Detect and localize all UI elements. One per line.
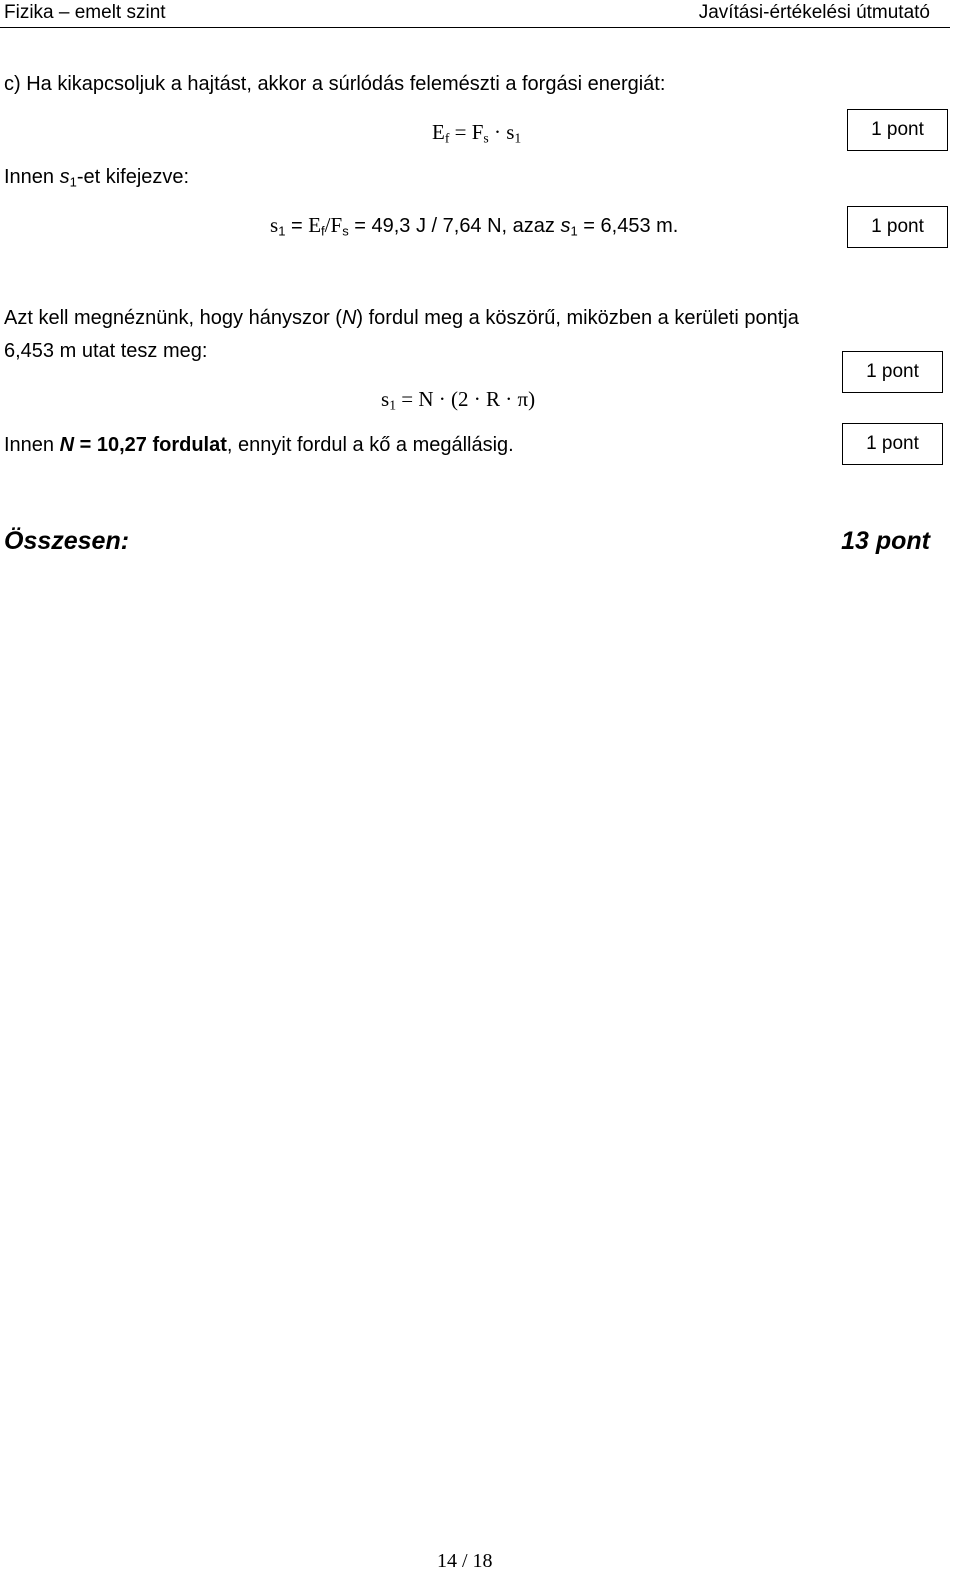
equation-revolutions: $s_1 = N \cdot (2 \cdot R \cdot \pi)$ xyxy=(381,387,536,413)
header-right: Javítási-értékelési útmutató xyxy=(698,2,930,23)
paragraph-line-1: Azt kell megnéznünk, hogy hányszor (N) fordul meg a köszörű, miközben a kerületi pontja xyxy=(4,307,799,329)
point-box-1: 1 pont xyxy=(847,109,948,151)
equation-distance: $s_1 = E_f/F_s = 49,3$ J / 7,64 N, azaz $s_1 = 6,453$ m. xyxy=(270,213,679,239)
equation-energy: $E_f = F_s \cdot s_1$ xyxy=(432,120,522,146)
point-box-2: 1 pont xyxy=(847,206,948,248)
intro-text: c) Ha kikapcsoljuk a hajtást, akkor a súrlódás felemészti a forgási energiát: xyxy=(4,73,666,95)
express-text: Innen $s_1-et$ kifejezve: xyxy=(4,166,190,190)
header-rule xyxy=(0,27,950,28)
paragraph-line-2: 6,453 m utat tesz meg: xyxy=(4,340,208,362)
point-box-3: 1 pont xyxy=(842,351,943,393)
result-text: Innen N = 10,27 fordulat, ennyit fordul a kő a megállásig. xyxy=(4,434,514,456)
total-label: Összesen: xyxy=(4,527,130,555)
page-number: 14 / 18 xyxy=(437,1550,493,1572)
header-left: Fizika – emelt szint xyxy=(4,2,166,23)
total-value: 13 pont xyxy=(841,527,930,555)
point-box-4: 1 pont xyxy=(842,423,943,465)
